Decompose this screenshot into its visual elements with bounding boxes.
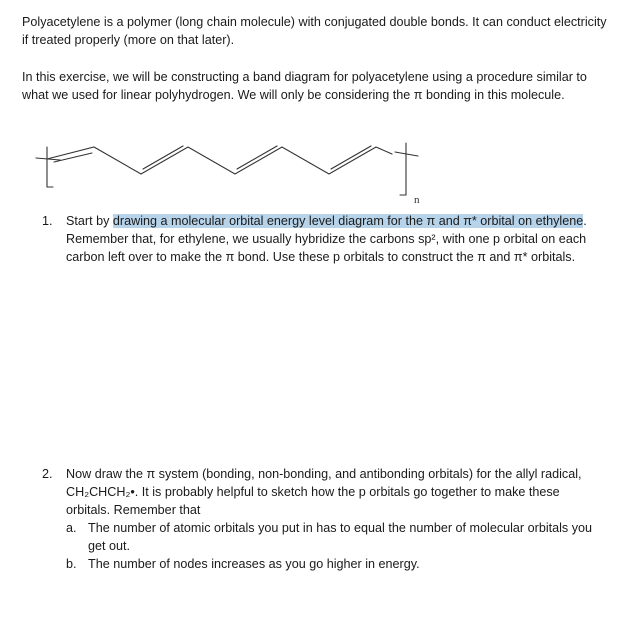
question-1-text: [66, 212, 602, 266]
question-1-rest: . Remember that, for ethylene, we usually hybridize the carbons sp², with one p orbital on each carbon left over to make the π bond. Use these p orbitals to construct the π and π* orbitals.: [66, 214, 587, 264]
question-2-subitem-a: [66, 519, 602, 555]
intro-paragraph-2: In this exercise, we will be constructing a band diagram for polyacetylene using a procedure similar to what we used for linear polyhydrogen. We will only be considering the π bonding in this molecule.: [22, 70, 587, 102]
question-2-number: 2.: [42, 467, 53, 481]
repeat-subscript-n: n: [414, 194, 420, 204]
double-bond: [54, 153, 92, 162]
intro-paragraph-1: Polyacetylene is a polymer (long chain molecule) with conjugated double bonds. It can conduct electricity if treated properly (more on that later).: [22, 15, 607, 47]
double-bond: [143, 146, 183, 169]
zigzag-chain: [47, 147, 392, 174]
question-1-lead: Start by: [66, 214, 113, 228]
question-1-highlight: drawing a molecular orbital energy level diagram for the π and π* orbital on ethylene: [112, 214, 584, 228]
question-1: [42, 212, 602, 266]
subitem-a-letter: a.: [66, 521, 77, 535]
subitem-b-letter: b.: [66, 557, 77, 571]
polyacetylene-structure: [30, 140, 450, 204]
question-2: [42, 465, 602, 573]
double-bond: [237, 146, 277, 169]
subitem-b-text: The number of nodes increases as you go higher in energy.: [88, 557, 420, 571]
double-bond: [331, 146, 371, 169]
subitem-a-text: The number of atomic orbitals you put in has to equal the number of molecular orbitals you get out.: [88, 521, 593, 553]
question-2-text: Now draw the π system (bonding, non-bonding, and antibonding orbitals) for the allyl radical, CH₂CHCH₂•. It is probably helpful to sketch how the p orbitals go together to make these orbitals. Remember that: [66, 467, 582, 517]
question-1-number: 1.: [42, 214, 53, 228]
question-2-subitem-b: [66, 555, 602, 573]
